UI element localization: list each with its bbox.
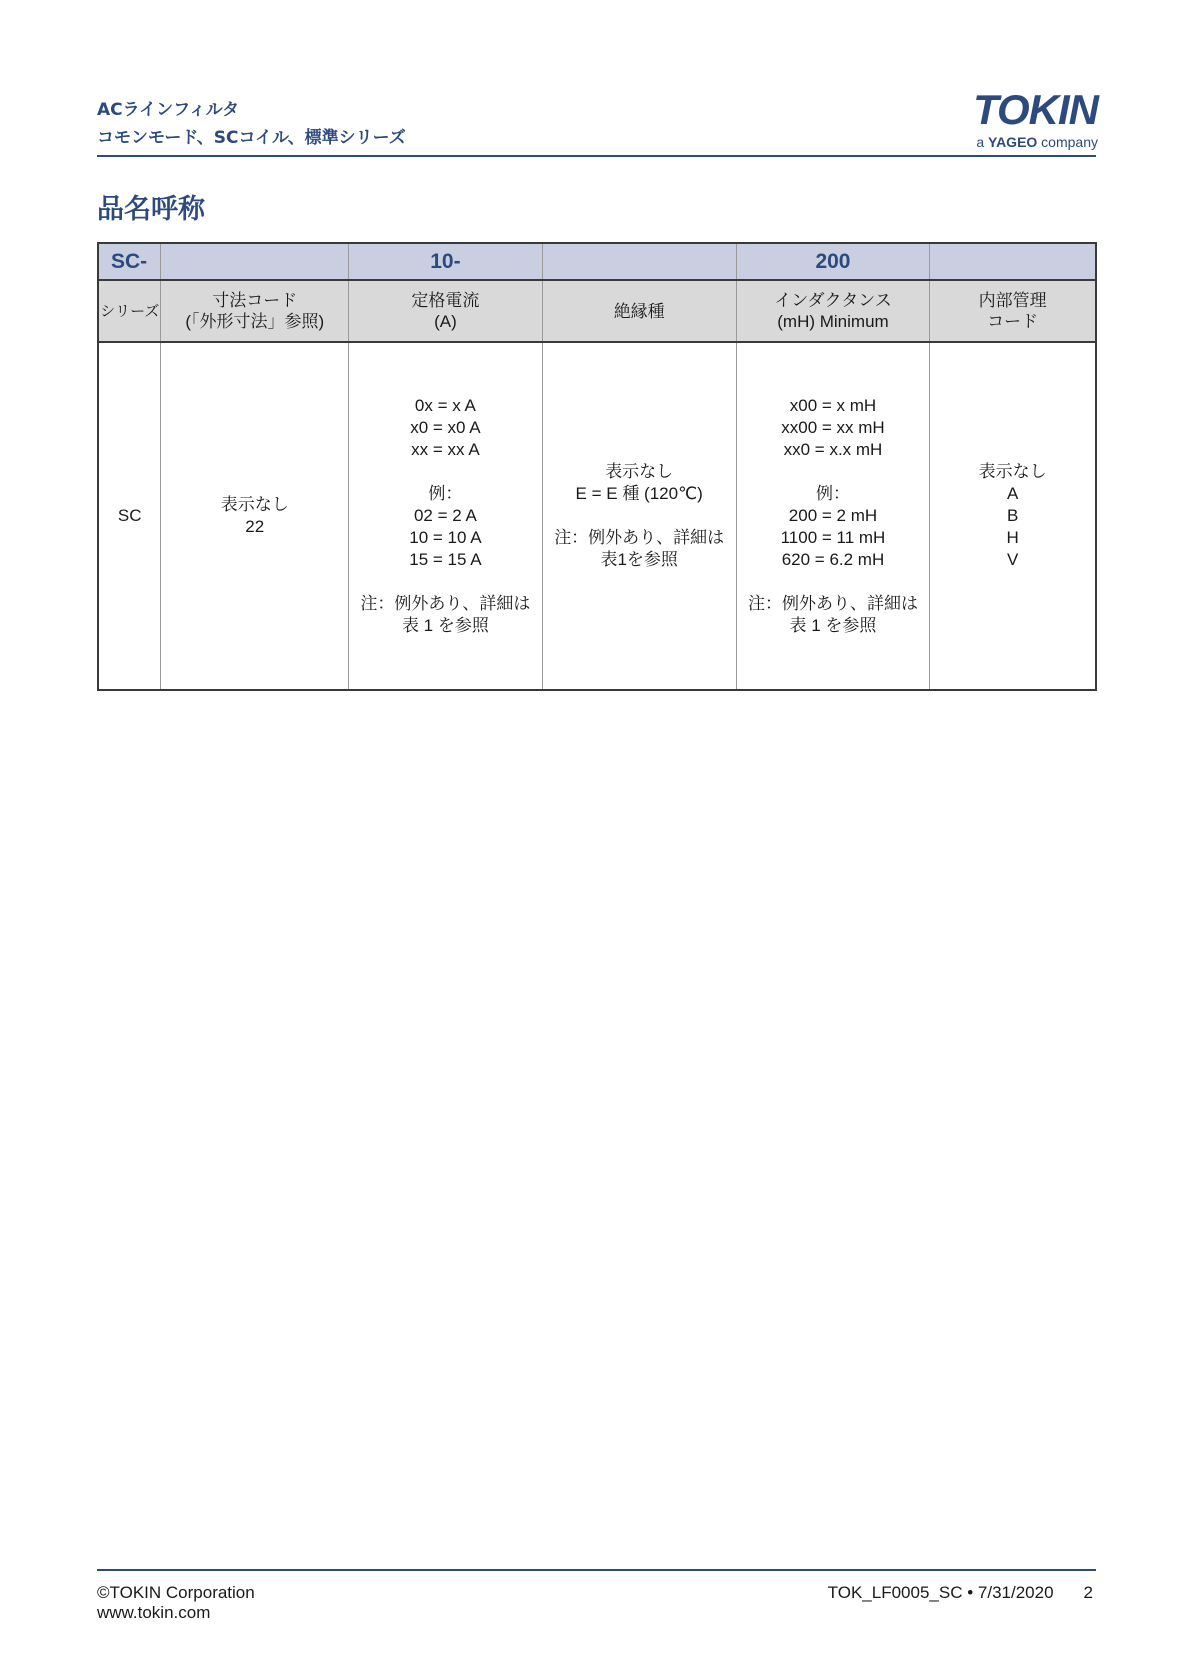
head-size-note: (「外形寸法」参照) (185, 312, 325, 331)
logo-tag-suffix: company (1037, 134, 1098, 150)
head-internal-label-2: コード (987, 312, 1039, 331)
body-internal-line: V (1007, 550, 1019, 569)
code-inductance: 200 (736, 243, 930, 280)
spacer (737, 461, 930, 483)
body-internal-line: 表示なし (978, 462, 1047, 481)
body-current-line: 02 = 2 A (413, 506, 477, 525)
body-inductance-line: 200 = 2 mH (788, 506, 878, 525)
code-current: 10- (349, 243, 543, 280)
body-inductance-line: xx00 = xx mH (781, 418, 885, 437)
body-inductance-line: x00 = x mH (789, 396, 877, 415)
body-current-line: 注：例外あり、詳細は (360, 594, 531, 613)
footer-right (828, 1583, 1093, 1603)
head-inductance-label: インダクタンス (774, 291, 892, 310)
head-current-unit: (A) (434, 312, 457, 331)
code-size (161, 243, 349, 280)
spacer (349, 571, 542, 593)
body-inductance-line: xx0 = x.x mH (783, 440, 883, 459)
body-series (98, 342, 161, 690)
body-size-line: 22 (245, 517, 265, 536)
body-insulation-line: 注：例外あり、詳細は (554, 528, 725, 547)
body-inductance-line: 620 = 6.2 mH (781, 550, 885, 569)
head-internal-label: 内部管理 (978, 291, 1047, 310)
body-internal-line: B (1007, 506, 1019, 525)
body-size-line: 表示なし (220, 495, 289, 514)
spacer (543, 505, 736, 527)
head-size-label: 寸法コード (212, 291, 298, 310)
code-row (98, 243, 1096, 280)
logo-tag-brand: YAGEO (988, 134, 1038, 150)
head-inductance (736, 280, 930, 342)
code-insulation (542, 243, 736, 280)
head-current-label: 定格電流 (411, 291, 480, 310)
logo-tagline (973, 134, 1098, 150)
body-current (349, 342, 543, 690)
code-internal (930, 243, 1096, 280)
body-current-line: 例： (428, 484, 463, 503)
body-internal (930, 342, 1096, 690)
head-series-label: シリーズ (100, 302, 160, 320)
spacer (737, 571, 930, 593)
product-category: ACラインフィルタ (97, 100, 240, 120)
body-inductance (736, 342, 930, 690)
head-current (349, 280, 543, 342)
header-divider (97, 155, 1096, 157)
body-series-value: SC (117, 506, 142, 525)
spacer (349, 461, 542, 483)
head-series (98, 280, 161, 342)
head-inductance-unit: (mH) Minimum (777, 312, 889, 331)
body-insulation-line: 表示なし (605, 462, 674, 481)
head-size (161, 280, 349, 342)
page-number: 2 (1083, 1583, 1093, 1602)
body-current-line: 10 = 10 A (409, 528, 482, 547)
logo-wordmark: TOKIN (973, 86, 1098, 133)
body-row (98, 342, 1096, 690)
header-row (98, 280, 1096, 342)
footer-divider (97, 1569, 1096, 1571)
footer-left (97, 1583, 255, 1623)
document-id: TOK_LF0005_SC • 7/31/2020 (827, 1583, 1054, 1602)
head-insulation (542, 280, 736, 342)
tokin-logo (973, 88, 1098, 150)
body-current-line: xx = xx A (411, 440, 480, 459)
head-internal (930, 280, 1096, 342)
body-internal-line: A (1007, 484, 1019, 503)
body-insulation-line: 表1を参照 (600, 550, 678, 569)
section-title: 品名呼称 (97, 194, 205, 225)
website-link[interactable]: www.tokin.com (97, 1603, 211, 1622)
body-internal-line: H (1006, 528, 1019, 547)
code-series: SC- (98, 243, 161, 280)
body-inductance-line: 1100 = 11 mH (780, 528, 886, 547)
body-inductance-line: 注：例外あり、詳細は (747, 594, 918, 613)
body-current-line: 15 = 15 A (409, 550, 482, 569)
copyright: ©TOKIN Corporation (97, 1583, 255, 1602)
body-inductance-line: 例： (815, 484, 850, 503)
body-insulation-line: E = E 種 (120℃) (575, 484, 703, 503)
head-insulation-label: 絶縁種 (613, 301, 665, 321)
logo-tag-prefix: a (976, 134, 989, 150)
body-current-line: 表 1 を参照 (401, 616, 489, 635)
body-inductance-line: 表 1 を参照 (789, 616, 877, 635)
part-number-table (97, 242, 1097, 691)
body-insulation (542, 342, 736, 690)
body-size (161, 342, 349, 690)
body-current-line: x0 = x0 A (410, 418, 481, 437)
document-header (97, 96, 1097, 152)
product-series: コモンモード、SCコイル、標準シリーズ (97, 128, 406, 148)
body-current-line: 0x = x A (414, 396, 476, 415)
